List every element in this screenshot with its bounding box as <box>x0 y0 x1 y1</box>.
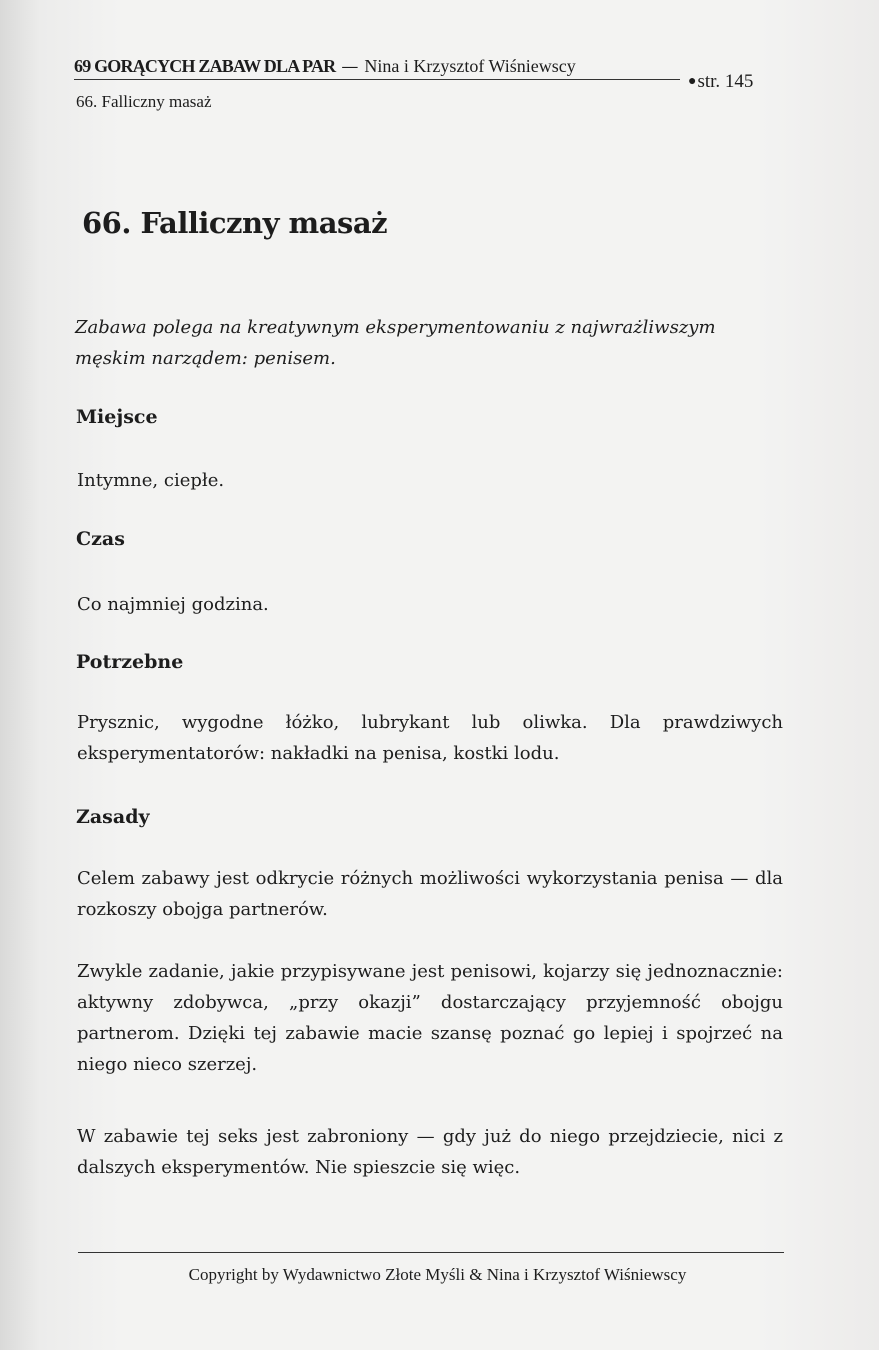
page-number-label: str. 145 <box>697 71 754 92</box>
section-text-potrzebne: Prysznic, wygodne łóżko, lubrykant lub oliwka. Dla prawdziwych eksperymentatorów: nakładki na penisa, kostki lodu. <box>77 712 783 764</box>
header-authors: Nina i Krzysztof Wiśniewscy <box>364 56 576 76</box>
section-text-zasady: Celem zabawy jest odkrycie różnych możliwości wykorzystania penisa — dla rozkoszy obojga partnerów. <box>77 868 783 920</box>
section-heading-potrzebne: Potrzebne <box>76 651 184 673</box>
intro-text: Zabawa polega na kreatywnym eksperymentowaniu z najwrażliwszym męskim narządem: penisem. <box>75 317 716 369</box>
header-rule <box>74 79 680 80</box>
section-heading-zasady: Zasady <box>76 806 150 828</box>
bullet-icon: ● <box>688 74 697 89</box>
section-text-miejsce: Intymne, ciepłe. <box>77 470 225 491</box>
footer-rule <box>78 1252 784 1253</box>
chapter-running-title: 66. Falliczny masaż <box>76 92 212 111</box>
chapter-title: 66. Falliczny masaż <box>82 206 388 240</box>
paragraph-1: Zwykle zadanie, jakie przypisywane jest penisowi, kojarzy się jednoznacznie: aktywny zdobywca, „przy okazji” dostarczający przyjemność obojgu partnerom. Dzięki tej zabawie macie szansę poznać go lepiej i spojrzeć na niego nieco szerzej. <box>77 961 783 1075</box>
header-dash: — <box>341 57 359 77</box>
section-heading-miejsce: Miejsce <box>76 406 158 428</box>
copyright-text: Copyright by Wydawnictwo Złote Myśli & Nina i Krzysztof Wiśniewscy <box>188 1265 687 1284</box>
page-number <box>688 71 753 93</box>
running-header <box>74 56 774 116</box>
section-text-czas: Co najmniej godzina. <box>77 594 269 615</box>
book-title: 69 GORĄCYCH ZABAW DLA PAR <box>74 56 336 76</box>
copyright-footer <box>0 1265 879 1285</box>
paragraph-2: W zabawie tej seks jest zabroniony — gdy już do niego przejdziecie, nici z dalszych eksperymentów. Nie spieszcie się więc. <box>77 1126 783 1178</box>
section-heading-czas: Czas <box>76 528 125 550</box>
